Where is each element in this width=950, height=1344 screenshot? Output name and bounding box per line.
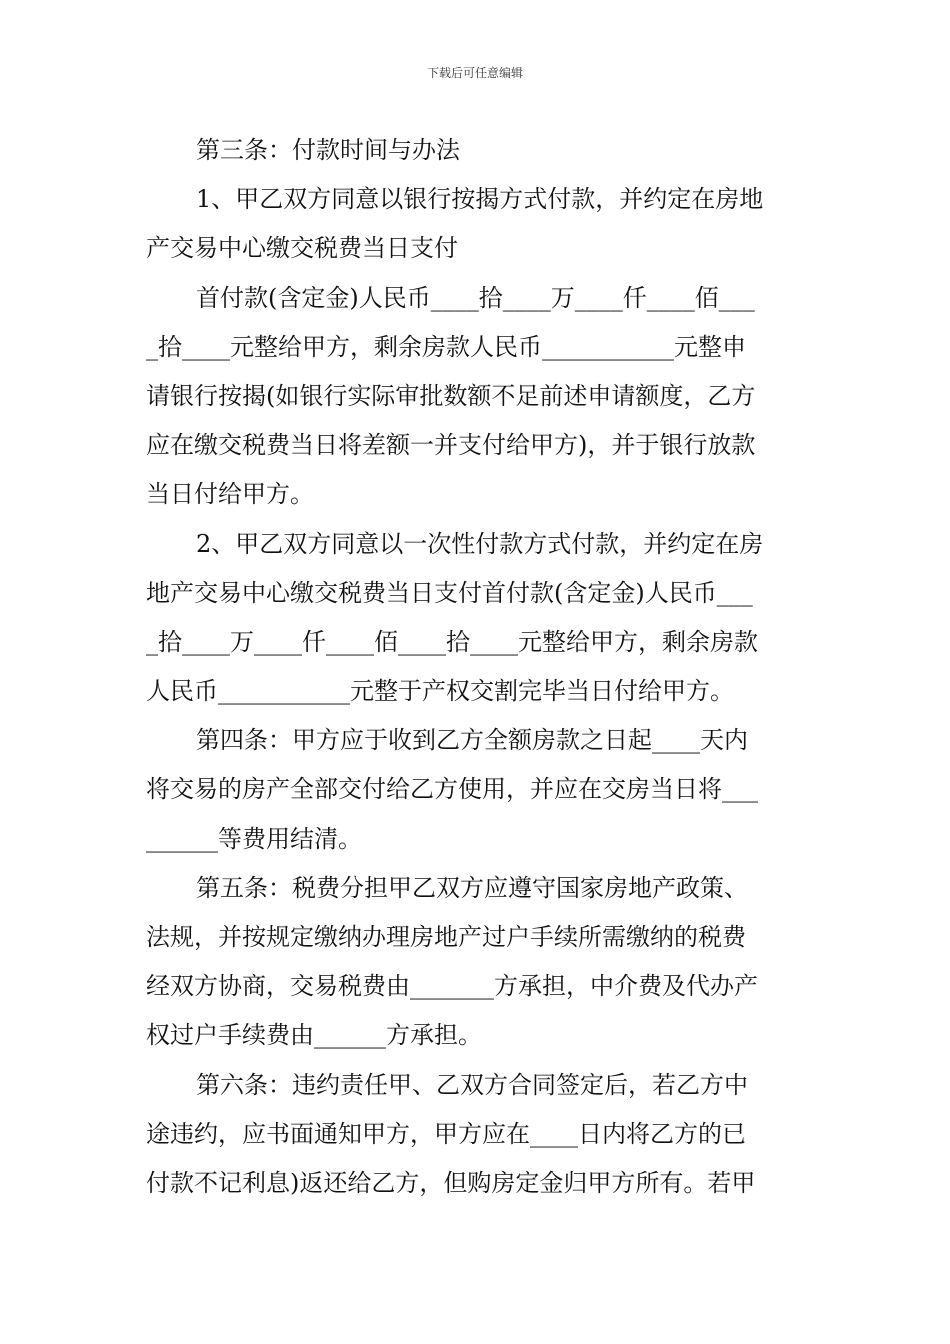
text-line: _拾____元整给甲方，剩余房款人民币___________元整申 <box>146 332 746 361</box>
text-line: 将交易的房产全部交付给乙方使用，并应在交房当日将___ <box>146 775 758 804</box>
text-line: 应在缴交税费当日将差额一并支付给甲方)，并于银行放款 <box>146 431 756 460</box>
section-6-title: 第六条：违约责任甲、乙双方合同签定后，若乙方中 <box>196 1070 748 1099</box>
text-line: 当日付给甲方。 <box>146 480 314 509</box>
document-body <box>146 126 814 1208</box>
text-line: 途违约，应书面通知甲方，甲方应在____日内将乙方的已 <box>146 1119 746 1148</box>
text-line: 2、甲乙双方同意以一次性付款方式付款，并约定在房 <box>196 529 764 558</box>
text-line: 法规，并按规定缴纳办理房地产过户手续所需缴纳的税费 <box>146 923 746 951</box>
text-line: 首付款(含定金)人民币____拾____万____仟____佰___ <box>196 283 755 312</box>
text-line: 付款不记利息)返还给乙方，但购房定金归甲方所有。若甲 <box>146 1168 756 1197</box>
text-line: _拾____万____仟____佰____拾____元整给甲方，剩余房款 <box>146 627 758 656</box>
section-3-title: 第三条：付款时间与办法 <box>196 136 460 164</box>
text-line: 人民币___________元整于产权交割完毕当日付给甲方。 <box>146 677 734 706</box>
text-line: 权过户手续费由______方承担。 <box>146 1021 482 1050</box>
section-4-title: 第四条：甲方应于收到乙方全额房款之日起____天内 <box>196 726 748 755</box>
text-line: 请银行按揭(如银行实际审批数额不足前述申请额度，乙方 <box>146 381 756 410</box>
text-line: 产交易中心缴交税费当日支付 <box>146 234 458 263</box>
text-line: ______等费用结清。 <box>146 824 362 853</box>
text-line: 1、甲乙双方同意以银行按揭方式付款，并约定在房地 <box>196 185 764 214</box>
page-header: 下载后可任意编辑 <box>426 66 523 80</box>
text-line: 地产交易中心缴交税费当日支付首付款(含定金)人民币___ <box>146 578 753 607</box>
section-5-title: 第五条：税费分担甲乙双方应遵守国家房地产政策、 <box>196 873 748 902</box>
text-line: 经双方协商，交易税费由_______方承担，中介费及代办产 <box>146 972 758 1001</box>
